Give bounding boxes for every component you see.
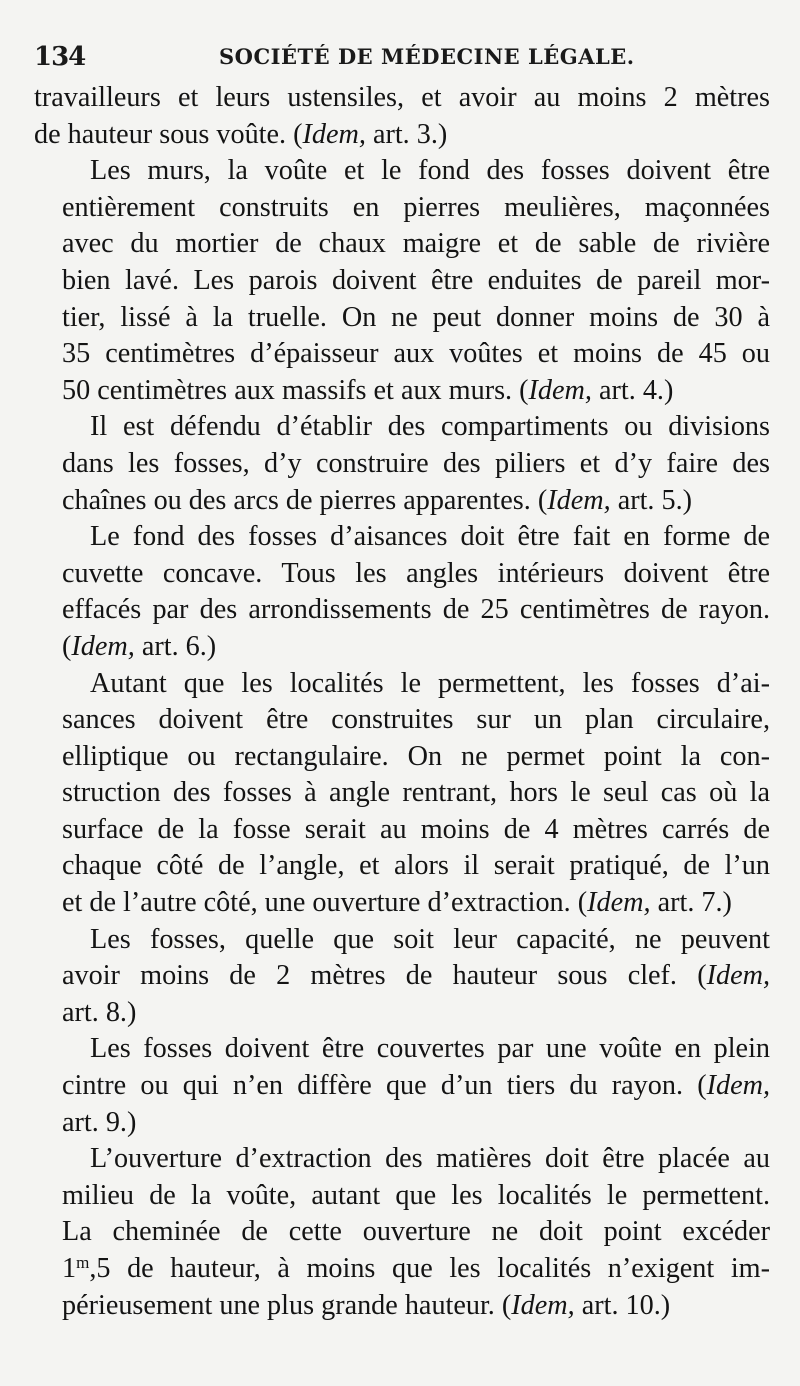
text-line bbox=[34, 1214, 770, 1251]
text-segment: art. 5.) bbox=[610, 484, 693, 516]
italic-reference: Idem, bbox=[528, 374, 592, 406]
text-segment: travailleurs et leurs ustensiles, et avoir au moins 2 mètres bbox=[34, 82, 770, 113]
text-segment: art. 9.) bbox=[62, 1106, 137, 1138]
italic-reference: Idem, bbox=[706, 1070, 770, 1102]
text-segment: et de l’autre côté, une ouverture d’extraction. ( bbox=[62, 887, 588, 919]
italic-reference: Idem, bbox=[547, 484, 611, 516]
text-line bbox=[34, 519, 770, 556]
paragraph bbox=[34, 80, 770, 153]
text-segment: 50 centimètres aux massifs et aux murs. ( bbox=[62, 374, 529, 406]
italic-reference: Idem, bbox=[71, 630, 135, 662]
text-line bbox=[34, 739, 770, 776]
text-line bbox=[34, 1141, 770, 1178]
text-line bbox=[34, 80, 770, 117]
text-line bbox=[34, 812, 770, 849]
text-segment: de hauteur sous voûte. ( bbox=[34, 118, 303, 150]
text-segment: art. 3.) bbox=[365, 118, 448, 150]
text-segment: Les murs, la voûte et le fond des fosses doivent être bbox=[90, 155, 770, 187]
text-segment: dans les fosses, d’y construire des piliers et d’y faire des bbox=[62, 447, 770, 479]
text-line bbox=[34, 446, 770, 483]
text-line bbox=[34, 995, 770, 1032]
page-number: 134 bbox=[34, 42, 86, 72]
text-line bbox=[34, 483, 770, 520]
text-segment: tier, lissé à la truelle. On ne peut donner moins de 30 à bbox=[62, 301, 770, 333]
text-line bbox=[34, 226, 770, 263]
superscript: m bbox=[76, 1253, 90, 1272]
text-segment: art. 4.) bbox=[591, 374, 674, 406]
text-segment: art. 6.) bbox=[134, 630, 217, 662]
text-segment: Les fosses doivent être couvertes par une voûte en plein bbox=[90, 1033, 770, 1065]
paragraph bbox=[34, 519, 770, 665]
text-line bbox=[34, 336, 770, 373]
text-line bbox=[34, 300, 770, 337]
paragraph bbox=[34, 153, 770, 409]
text-segment: avec du mortier de chaux maigre et de sable de rivière bbox=[62, 228, 770, 260]
text-line bbox=[34, 556, 770, 593]
paragraph bbox=[34, 666, 770, 922]
italic-reference: Idem, bbox=[587, 887, 651, 919]
text-segment: art. 7.) bbox=[650, 887, 732, 919]
text-line bbox=[34, 373, 770, 410]
italic-reference: Idem, bbox=[706, 960, 770, 992]
text-segment: entièrement construits en pierres meulières, maçonnées bbox=[62, 191, 770, 223]
text-segment: Le fond des fosses d’aisances doit être fait en forme de bbox=[90, 521, 770, 553]
text-line bbox=[34, 1068, 770, 1105]
text-segment: art. 10.) bbox=[574, 1289, 671, 1321]
text-segment: L’ouverture d’extraction des matières doit être placée au bbox=[90, 1143, 770, 1175]
text-line bbox=[34, 409, 770, 446]
text-line bbox=[34, 1251, 770, 1288]
italic-reference: Idem, bbox=[302, 118, 366, 150]
text-segment: ( bbox=[62, 630, 72, 662]
text-segment: cuvette concave. Tous les angles intérieurs doivent être bbox=[62, 557, 770, 589]
text-line bbox=[34, 190, 770, 227]
paragraph bbox=[34, 409, 770, 519]
text-segment: art. 8.) bbox=[62, 996, 137, 1028]
text-line bbox=[34, 1178, 770, 1215]
text-line bbox=[34, 702, 770, 739]
text-segment: Il est défendu d’établir des compartiments ou divisions bbox=[90, 411, 770, 443]
italic-reference: Idem, bbox=[511, 1289, 575, 1321]
text-segment: chaque côté de l’angle, et alors il serait pratiqué, de l’un bbox=[62, 850, 770, 882]
text-segment: ,5 de hauteur, à moins que les localités n’exigent im- bbox=[89, 1253, 770, 1284]
text-segment: surface de la fosse serait au moins de 4 mètres carrés de bbox=[62, 813, 770, 845]
text-segment: Les fosses, quelle que soit leur capacité, ne peuvent bbox=[90, 923, 770, 955]
paragraph bbox=[34, 1031, 770, 1141]
text-line bbox=[34, 629, 770, 666]
text-segment: sances doivent être construites sur un plan circulaire, bbox=[62, 704, 770, 736]
text-line bbox=[34, 885, 770, 922]
text-segment: bien lavé. Les parois doivent être enduites de pareil mor- bbox=[62, 264, 770, 296]
page-header bbox=[34, 40, 760, 74]
running-head: SOCIÉTÉ DE MÉDECINE LÉGALE. bbox=[219, 44, 635, 69]
text-segment: périeusement une plus grande hauteur. ( bbox=[62, 1289, 512, 1321]
text-line bbox=[34, 592, 770, 629]
text-segment: 1 bbox=[62, 1253, 77, 1284]
text-line bbox=[34, 775, 770, 812]
text-line bbox=[34, 666, 770, 703]
body-text bbox=[34, 80, 770, 1324]
text-segment: milieu de la voûte, autant que les localités le permettent. bbox=[62, 1179, 770, 1211]
text-segment: 35 centimètres d’épaisseur aux voûtes et moins de 45 ou bbox=[62, 338, 770, 370]
text-line bbox=[34, 153, 770, 190]
text-line bbox=[34, 848, 770, 885]
text-line bbox=[34, 1031, 770, 1068]
text-segment: elliptique ou rectangulaire. On ne permet point la con- bbox=[62, 740, 770, 772]
paragraph bbox=[34, 922, 770, 1032]
text-line bbox=[34, 1288, 770, 1325]
text-line bbox=[34, 117, 770, 154]
text-line bbox=[34, 1105, 770, 1142]
text-line bbox=[34, 958, 770, 995]
paragraph bbox=[34, 1141, 770, 1324]
text-segment: struction des fosses à angle rentrant, hors le seul cas où la bbox=[62, 777, 770, 809]
text-segment: Autant que les localités le permettent, les fosses d’ai- bbox=[90, 667, 770, 699]
text-segment: effacés par des arrondissements de 25 centimètres de rayon. bbox=[62, 594, 770, 626]
text-segment: La cheminée de cette ouverture ne doit point excéder bbox=[62, 1216, 770, 1248]
text-segment: cintre ou qui n’en diffère que d’un tiers du rayon. ( bbox=[62, 1070, 707, 1102]
text-segment: chaînes ou des arcs de pierres apparentes. ( bbox=[62, 484, 548, 516]
text-line bbox=[34, 922, 770, 959]
text-line bbox=[34, 263, 770, 300]
text-segment: avoir moins de 2 mètres de hauteur sous clef. ( bbox=[62, 960, 707, 992]
